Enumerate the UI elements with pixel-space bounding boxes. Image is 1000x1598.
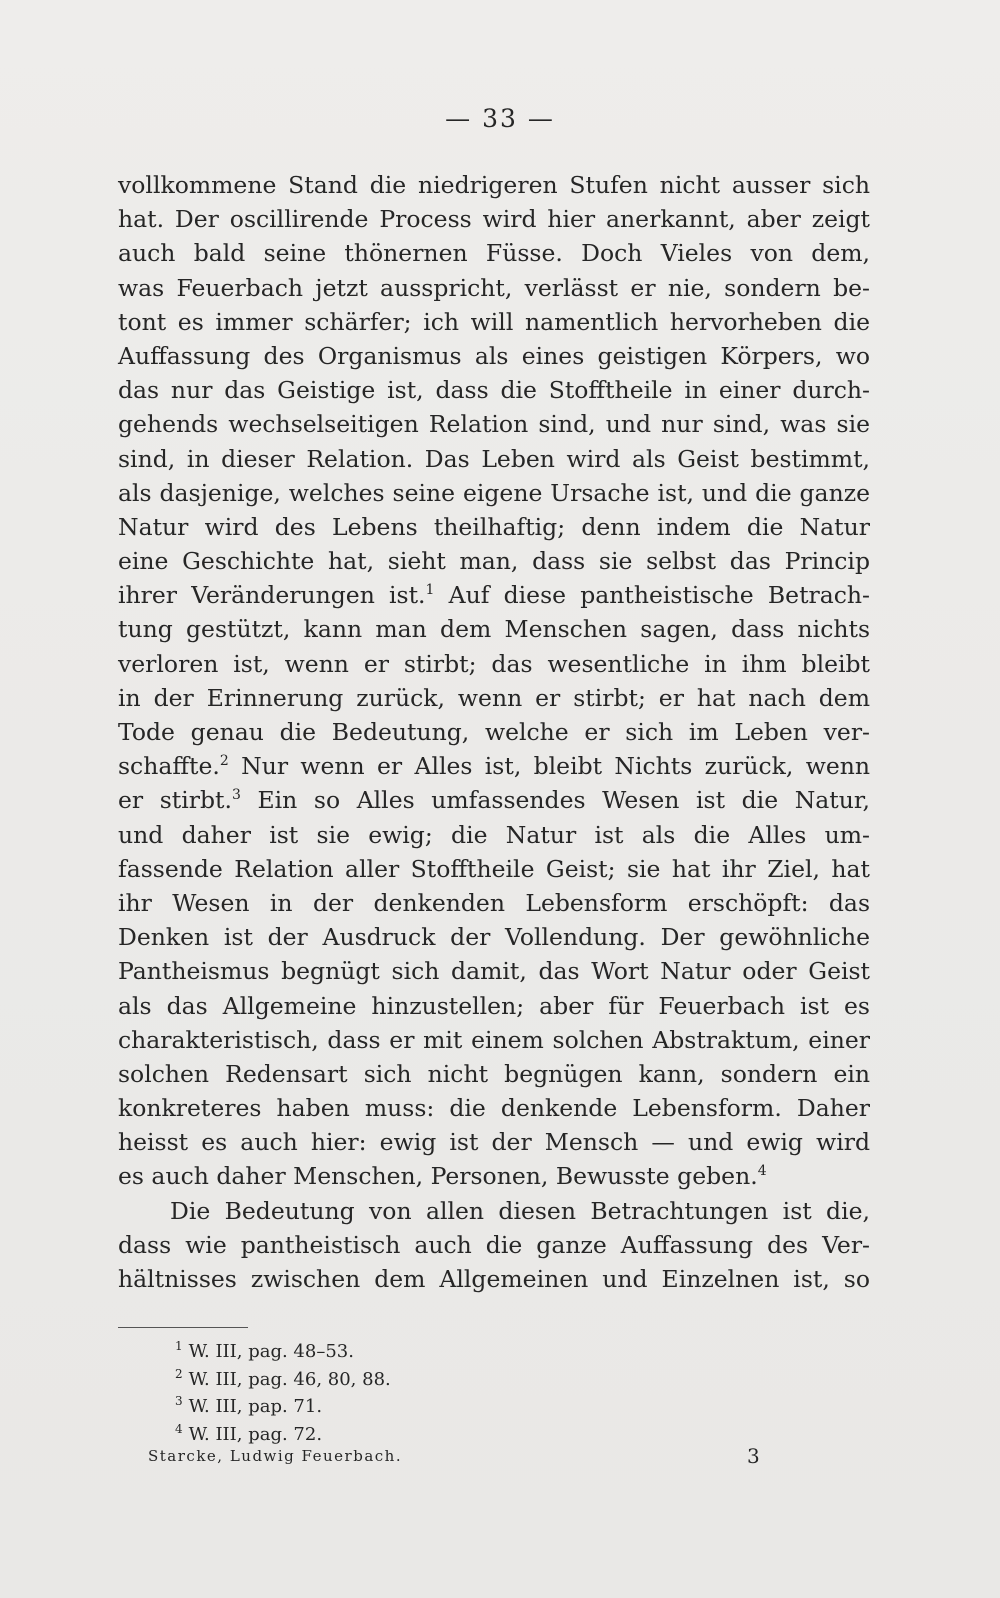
text-line [118,1023,870,1057]
footnote-text: W. III, pap. 71. [188,1396,323,1417]
text-line [118,715,870,749]
text-line [118,954,870,988]
line-text: hat. Der oscillirende Process wird hier anerkannt, aber zeigt [118,205,870,234]
text-line [118,852,870,886]
page-number: — 33 — [445,104,555,133]
text-line [118,989,870,1023]
text-line [118,578,870,612]
line-text: vollkommene Stand die niedrigeren Stufen nicht ausser sich [118,171,870,199]
footnote-marker: 2 [219,753,229,770]
footnotes [175,1338,391,1448]
text-line [118,168,870,202]
line-text: schaffte. [118,752,220,781]
text-line [118,407,870,441]
text-line [118,339,870,373]
footnote-number: 4 [175,1421,183,1436]
text-line [118,612,870,646]
line-text: sind, in dieser Relation. Das Leben wird als Geist bestimmt, [118,444,870,473]
footnote [175,1338,391,1366]
line-text: Tode genau die Bedeutung, welche er sich im Leben ver- [118,718,870,746]
text-line [118,1125,870,1159]
line-text: als das Allgemeine hinzustellen; aber für Feuerbach ist es [118,991,870,1020]
text-line [118,271,870,305]
line-text: und daher ist sie ewig; die Natur ist als die Alles um- [118,820,870,849]
text-line [118,476,870,510]
line-text: in der Erinnerung zurück, wenn er stirbt; er hat nach dem [118,683,870,712]
text-line [118,1057,870,1091]
text-line [118,202,870,236]
footnote [175,1393,391,1421]
line-text: Auffassung des Organismus als eines geistigen Körpers, wo [118,341,870,370]
line-text-continued: Auf diese pantheistische Betrach- [434,581,870,610]
line-text: eine Geschichte hat, sieht man, dass sie selbst das Princip [118,547,870,576]
line-text: Natur wird des Lebens theilhaftig; denn indem die Natur [118,512,870,541]
line-text: das nur das Geistige ist, dass die Stofftheile in einer durch- [118,376,870,405]
text-line [118,1194,870,1228]
line-text: charakteristisch, dass er mit einem solchen Abstraktum, einer [118,1025,870,1054]
line-text: tont es immer schärfer; ich will namentlich hervorheben die [118,307,870,336]
body-text [118,168,870,1296]
footnote [175,1366,391,1394]
text-line [118,544,870,578]
line-text: ihr Wesen in der denkenden Lebensform erschöpft: das [118,888,870,917]
footnote-number: 3 [175,1394,183,1408]
footnote-text: W. III, pag. 48–53. [188,1341,354,1362]
text-line [118,442,870,476]
line-text: als dasjenige, welches seine eigene Ursache ist, und die ganze [118,478,870,507]
text-line [118,373,870,407]
text-line [118,818,870,852]
line-text-continued: Nur wenn er Alles ist, bleibt Nichts zurück, wenn [228,752,870,781]
line-text: solchen Redensart sich nicht begnügen kann, sondern ein [118,1059,870,1088]
text-line [118,647,870,681]
line-text: ihrer Veränderungen ist. [118,581,426,610]
text-line [118,749,870,783]
line-text: er stirbt. [118,786,232,815]
line-text: Denken ist der Ausdruck der Vollendung. Der gewöhnliche [118,923,870,952]
text-line [118,681,870,715]
footnote-marker: 3 [231,787,241,804]
text-line [118,1228,870,1262]
text-line [118,783,870,817]
text-line [118,1091,870,1125]
line-text: hältnisses zwischen dem Allgemeinen und Einzelnen ist, so [118,1265,870,1293]
text-line [118,305,870,339]
text-line [118,920,870,954]
line-text-continued: Ein so Alles umfassendes Wesen ist die Natur, [240,786,870,815]
footnote-text: W. III, pag. 72. [188,1423,323,1445]
line-text: fassende Relation aller Stofftheile Geist; sie hat ihr Ziel, hat [118,854,870,883]
line-text: es auch daher Menschen, Personen, Bewusste geben. [118,1162,758,1191]
text-line [118,236,870,270]
line-text: gehends wechselseitigen Relation sind, und nur sind, was sie [118,410,870,439]
line-text: dass wie pantheistisch auch die ganze Auffassung des Ver- [118,1230,870,1259]
footnote [175,1421,391,1449]
footnote-number: 1 [175,1339,183,1353]
text-line [118,886,870,920]
sheet-number: 3 [747,1444,760,1468]
line-text: tung gestützt, kann man dem Menschen sagen, dass nichts [118,615,870,644]
line-text: verloren ist, wenn er stirbt; das wesentliche in ihm bleibt [118,649,870,678]
line-text: Die Bedeutung von allen diesen Betrachtungen ist die, [170,1196,870,1225]
line-text: was Feuerbach jetzt ausspricht, verlässt er nie, sondern be- [118,273,870,302]
line-text: auch bald seine thönernen Füsse. Doch Vieles von dem, [118,239,870,268]
line-text: Pantheismus begnügt sich damit, das Wort Natur oder Geist [118,957,870,986]
text-line [118,1262,870,1296]
line-text: konkreteres haben muss: die denkende Lebensform. Daher [118,1094,870,1123]
text-line [118,1159,870,1193]
footnote-text: W. III, pag. 46, 80, 88. [188,1368,391,1390]
footnote-divider [118,1327,248,1328]
footnote-marker: 1 [425,582,435,599]
footnote-number: 2 [175,1366,183,1381]
text-line [118,510,870,544]
signature-line: Starcke, Ludwig Feuerbach. [148,1447,403,1465]
footnote-marker: 4 [757,1163,767,1180]
line-text: heisst es auch hier: ewig ist der Mensch — und ewig wird [118,1128,870,1157]
